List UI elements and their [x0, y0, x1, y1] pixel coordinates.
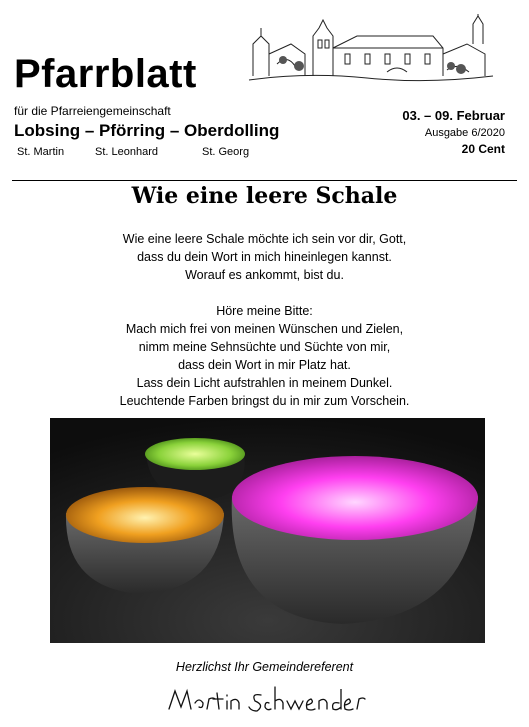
- church-st-leonhard: St. Leonhard: [95, 146, 158, 158]
- church-st-martin: St. Martin: [17, 146, 65, 158]
- poem-stanza: [0, 302, 529, 410]
- price: 20 Cent: [461, 142, 505, 156]
- poem-line: Worauf es ankommt, bist du.: [185, 268, 344, 282]
- parish-names: Lobsing – Pförring – Oberdolling: [14, 121, 280, 140]
- newsletter-title: Pfarrblatt: [14, 52, 197, 96]
- poem-line: Höre meine Bitte:: [216, 304, 313, 318]
- poem-line: Mach mich frei von meinen Wünschen und Zielen,: [125, 322, 404, 336]
- header-divider: [12, 180, 517, 181]
- date-range: 03. – 09. Februar: [402, 108, 505, 123]
- poem-stanza: [0, 230, 529, 284]
- issue-meta: [402, 108, 505, 156]
- poem-line: dass du dein Wort in mich hineinlegen kannst.: [137, 250, 392, 264]
- poem-text: [0, 230, 529, 428]
- poem-line: Leuchtende Farben bringst du in mir zum Vorschein.: [119, 394, 410, 408]
- church-illustration: [247, 14, 495, 86]
- newsletter-subtitle: für die Pfarreiengemeinschaft: [14, 104, 171, 118]
- glowing-bowls-photo: [50, 418, 485, 643]
- issue-number: Ausgabe 6/2020: [424, 127, 505, 139]
- handwritten-signature: [165, 679, 385, 719]
- closing-greeting: Herzlichst Ihr Gemeindereferent: [175, 660, 354, 674]
- poem-line: nimm meine Sehnsüchte und Süchte von mir,: [138, 340, 391, 354]
- church-st-georg: St. Georg: [202, 146, 250, 158]
- poem-line: dass dein Wort in mir Platz hat.: [178, 358, 351, 372]
- poem-line: Lass dein Licht aufstrahlen in meinem Dunkel.: [136, 376, 393, 390]
- article-heading: Wie eine leere Schale: [131, 183, 398, 209]
- poem-line: Wie eine leere Schale möchte ich sein vor dir, Gott,: [122, 232, 407, 246]
